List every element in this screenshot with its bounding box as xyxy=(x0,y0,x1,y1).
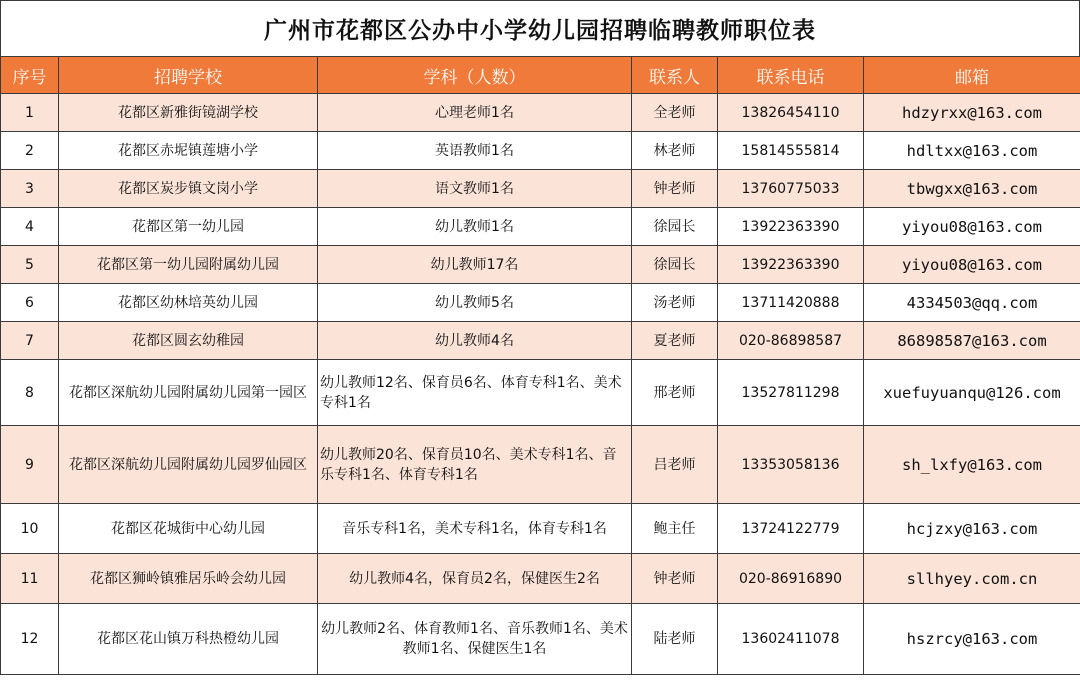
cell-school: 花都区花山镇万科热橙幼儿园 xyxy=(59,604,318,675)
cell-school: 花都区深航幼儿园附属幼儿园第一园区 xyxy=(59,360,318,426)
cell-subject: 幼儿教师5名 xyxy=(318,284,632,322)
header-subject: 学科（人数） xyxy=(318,57,632,94)
cell-email: hdzyrxx@163.com xyxy=(864,94,1080,132)
cell-email: 4334503@qq.com xyxy=(864,284,1080,322)
table-row xyxy=(1,170,1080,208)
table-row xyxy=(1,208,1080,246)
cell-email: hdltxx@163.com xyxy=(864,132,1080,170)
cell-subject: 幼儿教师4名 xyxy=(318,322,632,360)
cell-contact: 夏老师 xyxy=(632,322,718,360)
cell-number: 2 xyxy=(1,132,59,170)
cell-phone: 15814555814 xyxy=(718,132,864,170)
cell-number: 3 xyxy=(1,170,59,208)
table-row xyxy=(1,604,1080,675)
table-row xyxy=(1,94,1080,132)
cell-number: 1 xyxy=(1,94,59,132)
table-row xyxy=(1,426,1080,504)
table-row xyxy=(1,360,1080,426)
cell-school: 花都区花城街中心幼儿园 xyxy=(59,504,318,554)
cell-number: 5 xyxy=(1,246,59,284)
cell-school: 花都区深航幼儿园附属幼儿园罗仙园区 xyxy=(59,426,318,504)
cell-phone: 13922363390 xyxy=(718,208,864,246)
cell-number: 10 xyxy=(1,504,59,554)
header-contact: 联系人 xyxy=(632,57,718,94)
cell-phone: 13826454110 xyxy=(718,94,864,132)
table-row xyxy=(1,504,1080,554)
cell-school: 花都区炭步镇文岗小学 xyxy=(59,170,318,208)
cell-phone: 13527811298 xyxy=(718,360,864,426)
cell-number: 9 xyxy=(1,426,59,504)
cell-number: 12 xyxy=(1,604,59,675)
cell-school: 花都区新雅街镜湖学校 xyxy=(59,94,318,132)
header-email: 邮箱 xyxy=(864,57,1080,94)
cell-email: sh_lxfy@163.com xyxy=(864,426,1080,504)
cell-school: 花都区赤坭镇莲塘小学 xyxy=(59,132,318,170)
cell-contact: 林老师 xyxy=(632,132,718,170)
cell-subject: 幼儿教师1名 xyxy=(318,208,632,246)
cell-email: hcjzxy@163.com xyxy=(864,504,1080,554)
cell-phone: 13724122779 xyxy=(718,504,864,554)
cell-contact: 陆老师 xyxy=(632,604,718,675)
cell-phone: 13711420888 xyxy=(718,284,864,322)
table-row xyxy=(1,246,1080,284)
cell-phone: 020-86916890 xyxy=(718,554,864,604)
cell-email: hszrcy@163.com xyxy=(864,604,1080,675)
cell-school: 花都区狮岭镇雅居乐岭会幼儿园 xyxy=(59,554,318,604)
cell-subject: 幼儿教师2名、体育教师1名、音乐教师1名、美术教师1名、保健医生1名 xyxy=(318,604,632,675)
cell-subject: 幼儿教师17名 xyxy=(318,246,632,284)
cell-contact: 全老师 xyxy=(632,94,718,132)
cell-contact: 徐园长 xyxy=(632,246,718,284)
cell-subject: 幼儿教师12名、保育员6名、体育专科1名、美术专科1名 xyxy=(318,360,632,426)
header-school: 招聘学校 xyxy=(59,57,318,94)
table-row xyxy=(1,132,1080,170)
cell-school: 花都区幼林培英幼儿园 xyxy=(59,284,318,322)
cell-contact: 钟老师 xyxy=(632,170,718,208)
cell-email: xuefuyuanqu@126.com xyxy=(864,360,1080,426)
cell-contact: 邢老师 xyxy=(632,360,718,426)
table-row xyxy=(1,554,1080,604)
cell-contact: 吕老师 xyxy=(632,426,718,504)
cell-phone: 020-86898587 xyxy=(718,322,864,360)
cell-contact: 徐园长 xyxy=(632,208,718,246)
cell-subject: 心理老师1名 xyxy=(318,94,632,132)
cell-phone: 13922363390 xyxy=(718,246,864,284)
table-header-row xyxy=(1,57,1080,94)
table-row xyxy=(1,322,1080,360)
cell-phone: 13760775033 xyxy=(718,170,864,208)
cell-contact: 鲍主任 xyxy=(632,504,718,554)
positions-table xyxy=(0,56,1080,675)
cell-subject: 幼儿教师20名、保育员10名、美术专科1名、音乐专科1名、体育专科1名 xyxy=(318,426,632,504)
cell-subject: 音乐专科1名，美术专科1名，体育专科1名 xyxy=(318,504,632,554)
cell-phone: 13353058136 xyxy=(718,426,864,504)
cell-email: sllhyey.com.cn xyxy=(864,554,1080,604)
cell-email: yiyou08@163.com xyxy=(864,208,1080,246)
cell-school: 花都区第一幼儿园附属幼儿园 xyxy=(59,246,318,284)
cell-school: 花都区圆玄幼稚园 xyxy=(59,322,318,360)
cell-number: 6 xyxy=(1,284,59,322)
cell-subject: 英语教师1名 xyxy=(318,132,632,170)
cell-email: 86898587@163.com xyxy=(864,322,1080,360)
cell-number: 4 xyxy=(1,208,59,246)
cell-school: 花都区第一幼儿园 xyxy=(59,208,318,246)
cell-contact: 钟老师 xyxy=(632,554,718,604)
table-row xyxy=(1,284,1080,322)
cell-number: 7 xyxy=(1,322,59,360)
cell-number: 11 xyxy=(1,554,59,604)
cell-subject: 幼儿教师4名，保育员2名，保健医生2名 xyxy=(318,554,632,604)
cell-email: yiyou08@163.com xyxy=(864,246,1080,284)
cell-contact: 汤老师 xyxy=(632,284,718,322)
cell-phone: 13602411078 xyxy=(718,604,864,675)
page-title: 广州市花都区公办中小学幼儿园招聘临聘教师职位表 xyxy=(0,0,1080,56)
cell-number: 8 xyxy=(1,360,59,426)
header-number: 序号 xyxy=(1,57,59,94)
cell-email: tbwgxx@163.com xyxy=(864,170,1080,208)
cell-subject: 语文教师1名 xyxy=(318,170,632,208)
header-phone: 联系电话 xyxy=(718,57,864,94)
